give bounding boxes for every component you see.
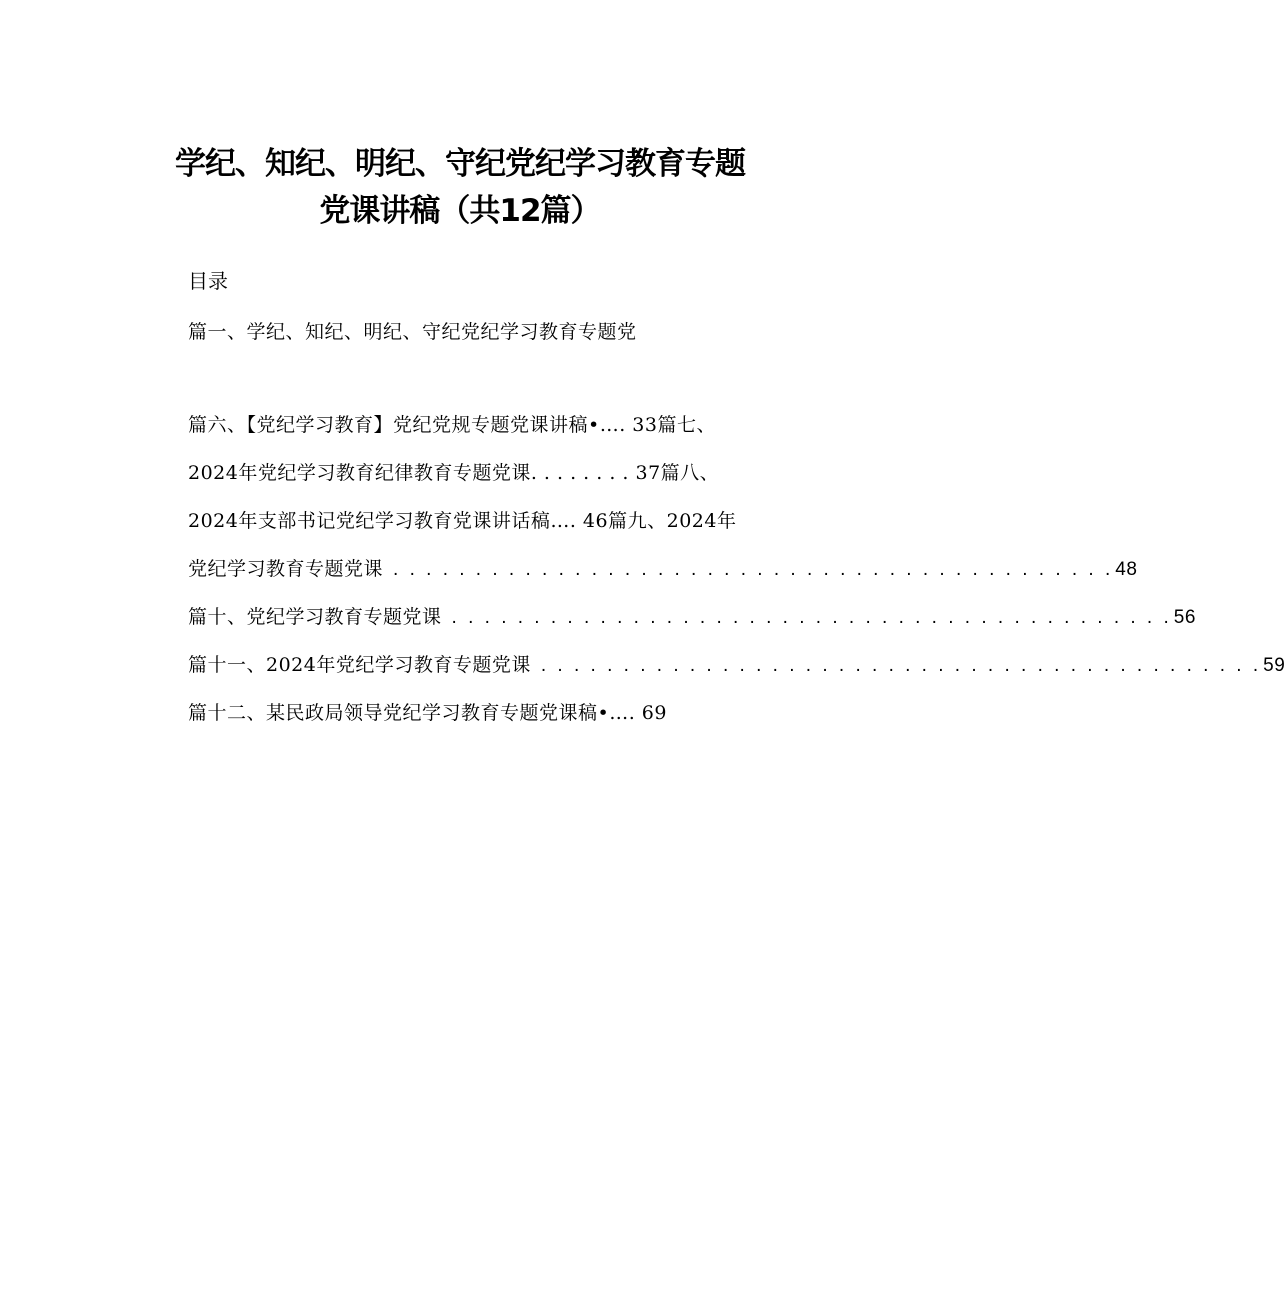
toc-line: 篇一、学纪、知纪、明纪、守纪党纪学习教育专题党 (188, 321, 637, 343)
document-title-line-2: 党课讲稿（共12篇） (319, 193, 601, 229)
toc-leader: . . . . . . . . . . . . . . . . . . . . . . . . . . . . . . . . . . . . . . . . . . . . (393, 559, 1114, 580)
toc-line: 2024年党纪学习教育纪律教育专题党课. . . . . . . . 37篇八、 (188, 462, 720, 484)
toc-entry-label: 篇十一、2024年党纪学习教育专题党课 (188, 654, 531, 676)
toc-leader: . . . . . . . . . . . . . . . . . . . . . . . . . . . . . . . . . . . . . . . . . . . . (540, 655, 1262, 676)
toc-leader: . . . . . . . . . . . . . . . . . . . . . . . . . . . . . . . . . . . . . . . . . . . . (451, 607, 1172, 628)
toc-line: 2024年支部书记党纪学习教育党课讲话稿…. 46篇九、2024年 (188, 510, 737, 532)
toc-page-number: 59 (1263, 655, 1285, 676)
document-title-line-1: 学纪、知纪、明纪、守纪党纪学习教育专题 (175, 146, 745, 182)
toc-entry-label: 党纪学习教育专题党课 (188, 558, 384, 580)
toc-entry (188, 554, 1138, 585)
toc-heading: 目录 (188, 269, 228, 293)
toc-entry (188, 602, 1196, 633)
toc-page-number: 48 (1115, 559, 1138, 580)
toc-line: 篇十二、某民政局领导党纪学习教育专题党课稿•…. 69 (188, 702, 667, 724)
toc-entry-label: 篇十、党纪学习教育专题党课 (188, 606, 442, 628)
toc-entry (188, 650, 1285, 681)
toc-page-number: 56 (1173, 607, 1196, 628)
toc-line: 篇六、【党纪学习教育】党纪党规专题党课讲稿•…. 33篇七、 (188, 414, 716, 436)
